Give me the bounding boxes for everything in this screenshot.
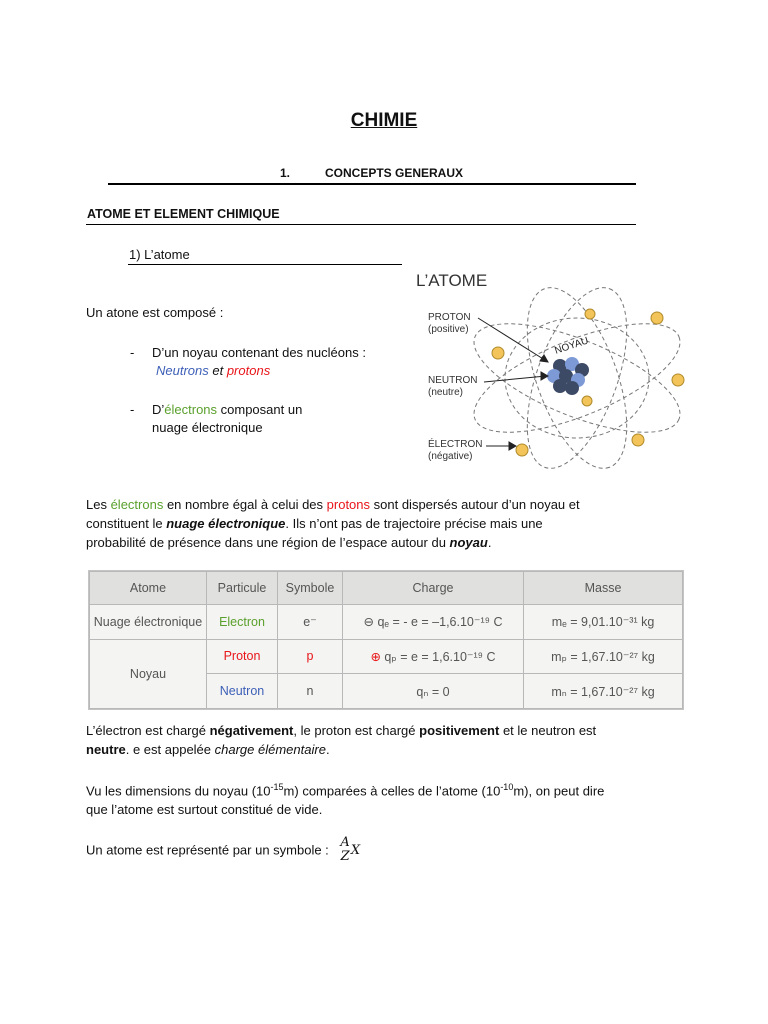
col-masse: Masse xyxy=(524,572,683,605)
text: . e est appelée xyxy=(125,742,215,757)
text: . xyxy=(325,742,330,757)
cell-masse: mₚ = 1,67.10⁻²⁷ kg xyxy=(524,639,683,674)
paragraph-electrons xyxy=(86,495,646,552)
paragraph-dimensions xyxy=(86,778,646,819)
electron-dot xyxy=(632,434,644,446)
list-dash-1: - xyxy=(130,345,135,360)
heading-divider xyxy=(86,224,636,225)
word-protons: protons xyxy=(326,497,371,512)
text: en nombre égal à celui des xyxy=(163,497,327,512)
label-proton: PROTON xyxy=(428,312,471,323)
cell-symbole: e⁻ xyxy=(278,605,343,640)
text: que l’atome est surtout constitué de vide. xyxy=(86,802,323,818)
label-noyau: NOYAU xyxy=(553,335,590,357)
electrons-prefix: D’ xyxy=(152,402,165,417)
mass-number: A xyxy=(340,835,350,850)
section-title: CONCEPTS GENERAUX xyxy=(325,166,464,180)
col-charge: Charge xyxy=(343,572,524,605)
charge-value: qₚ = e = 1,6.10⁻¹⁹ C xyxy=(384,649,496,664)
term-charge-elementaire: charge élémentaire xyxy=(214,742,326,757)
label-electron-sub: (négative) xyxy=(428,451,473,462)
section-number: 1. xyxy=(280,166,291,180)
word-et: et xyxy=(208,363,227,378)
composition-intro: Un atone est composé : xyxy=(86,305,224,320)
electron-dot xyxy=(492,347,504,359)
text: Les xyxy=(86,497,111,512)
atomic-number: Z xyxy=(340,849,350,864)
symbol-line xyxy=(86,836,360,864)
list-item-electrons xyxy=(152,400,302,419)
element-symbol: X xyxy=(350,842,361,858)
particles-table xyxy=(88,570,684,710)
paragraph-charges xyxy=(86,721,646,759)
col-symbole: Symbole xyxy=(278,572,343,605)
plus-sign-icon: ⊕ xyxy=(370,649,381,664)
label-neutron-sub: (neutre) xyxy=(428,387,464,398)
electron-dot xyxy=(516,444,528,456)
electron-dot xyxy=(651,312,663,324)
text: m), on peut dire xyxy=(513,783,605,799)
col-particule: Particule xyxy=(207,572,278,605)
exponent: -15 xyxy=(270,782,284,792)
electron-dot xyxy=(585,309,595,319)
electrons-suffix: composant un xyxy=(217,402,303,417)
table-row xyxy=(90,605,683,640)
subheading-atome: 1) L’atome xyxy=(129,247,190,262)
cell-symbole: n xyxy=(278,674,343,709)
word-neutrons: Neutrons xyxy=(156,363,209,378)
label-electron: ÉLECTRON xyxy=(428,439,483,450)
list-item-noyau-nucleons xyxy=(156,361,270,380)
cell-symbole: p xyxy=(278,639,343,674)
text: constituent le xyxy=(86,516,167,531)
atom-figure xyxy=(402,258,697,478)
text: , le proton est chargé xyxy=(293,723,420,738)
cell-charge xyxy=(343,605,524,640)
term-negativement: négativement xyxy=(209,723,294,738)
text: Vu les dimensions du noyau (10 xyxy=(86,783,271,799)
list-item-electrons-line2: nuage électronique xyxy=(152,420,263,435)
term-noyau: noyau xyxy=(449,535,488,550)
text: m) comparées à celles de l’atome (10 xyxy=(283,783,501,799)
minus-sign-icon: ⊖ xyxy=(363,615,374,630)
word-electrons: électrons xyxy=(110,497,164,512)
text: probabilité de présence dans une région de l’espace autour du xyxy=(86,535,450,550)
cell-charge: qₙ = 0 xyxy=(343,674,524,709)
table-row xyxy=(90,639,683,674)
cell-particule: Proton xyxy=(207,639,278,674)
charge-value: qₑ = - e = –1,6.10⁻¹⁹ C xyxy=(377,615,503,630)
cell-particule: Neutron xyxy=(207,674,278,709)
page-title: CHIMIE xyxy=(350,110,418,131)
list-item-noyau: D’un noyau contenant des nucléons : xyxy=(152,345,366,360)
symbol-line-text: Un atome est représenté par un symbole : xyxy=(86,842,329,858)
nuclide-symbol xyxy=(340,836,349,864)
col-atome: Atome xyxy=(90,572,207,605)
figure-title: L’ATOME xyxy=(416,271,488,290)
word-electrons: électrons xyxy=(164,402,218,417)
text: . xyxy=(487,535,492,550)
list-dash-2: - xyxy=(130,402,135,417)
text: L’électron est chargé xyxy=(86,723,210,738)
cell-masse: mₑ = 9,01.10⁻³¹ kg xyxy=(524,605,683,640)
text: sont dispersés autour d’un noyau et xyxy=(370,497,580,512)
exponent: -10 xyxy=(500,782,514,792)
cell-charge xyxy=(343,639,524,674)
word-protons: protons xyxy=(226,363,271,378)
cell-masse: mₙ = 1,67.10⁻²⁷ kg xyxy=(524,674,683,709)
electron-dot xyxy=(672,374,684,386)
table-header-row xyxy=(90,572,683,605)
term-neutre: neutre xyxy=(86,742,126,757)
electron-dot xyxy=(582,396,592,406)
term-nuage-electronique: nuage électronique xyxy=(166,516,286,531)
heading-atome-element: ATOME ET ELEMENT CHIMIQUE xyxy=(87,207,280,221)
text: . Ils n’ont pas de trajectoire précise mais une xyxy=(285,516,543,531)
atom-illustration xyxy=(402,258,697,478)
cell-particule: Electron xyxy=(207,605,278,640)
cell-atome: Noyau xyxy=(90,639,207,708)
label-proton-sub: (positive) xyxy=(428,324,469,335)
section-divider xyxy=(108,183,636,185)
text: et le neutron est xyxy=(499,723,597,738)
term-positivement: positivement xyxy=(419,723,500,738)
cell-atome: Nuage électronique xyxy=(90,605,207,640)
label-neutron: NEUTRON xyxy=(428,375,478,386)
